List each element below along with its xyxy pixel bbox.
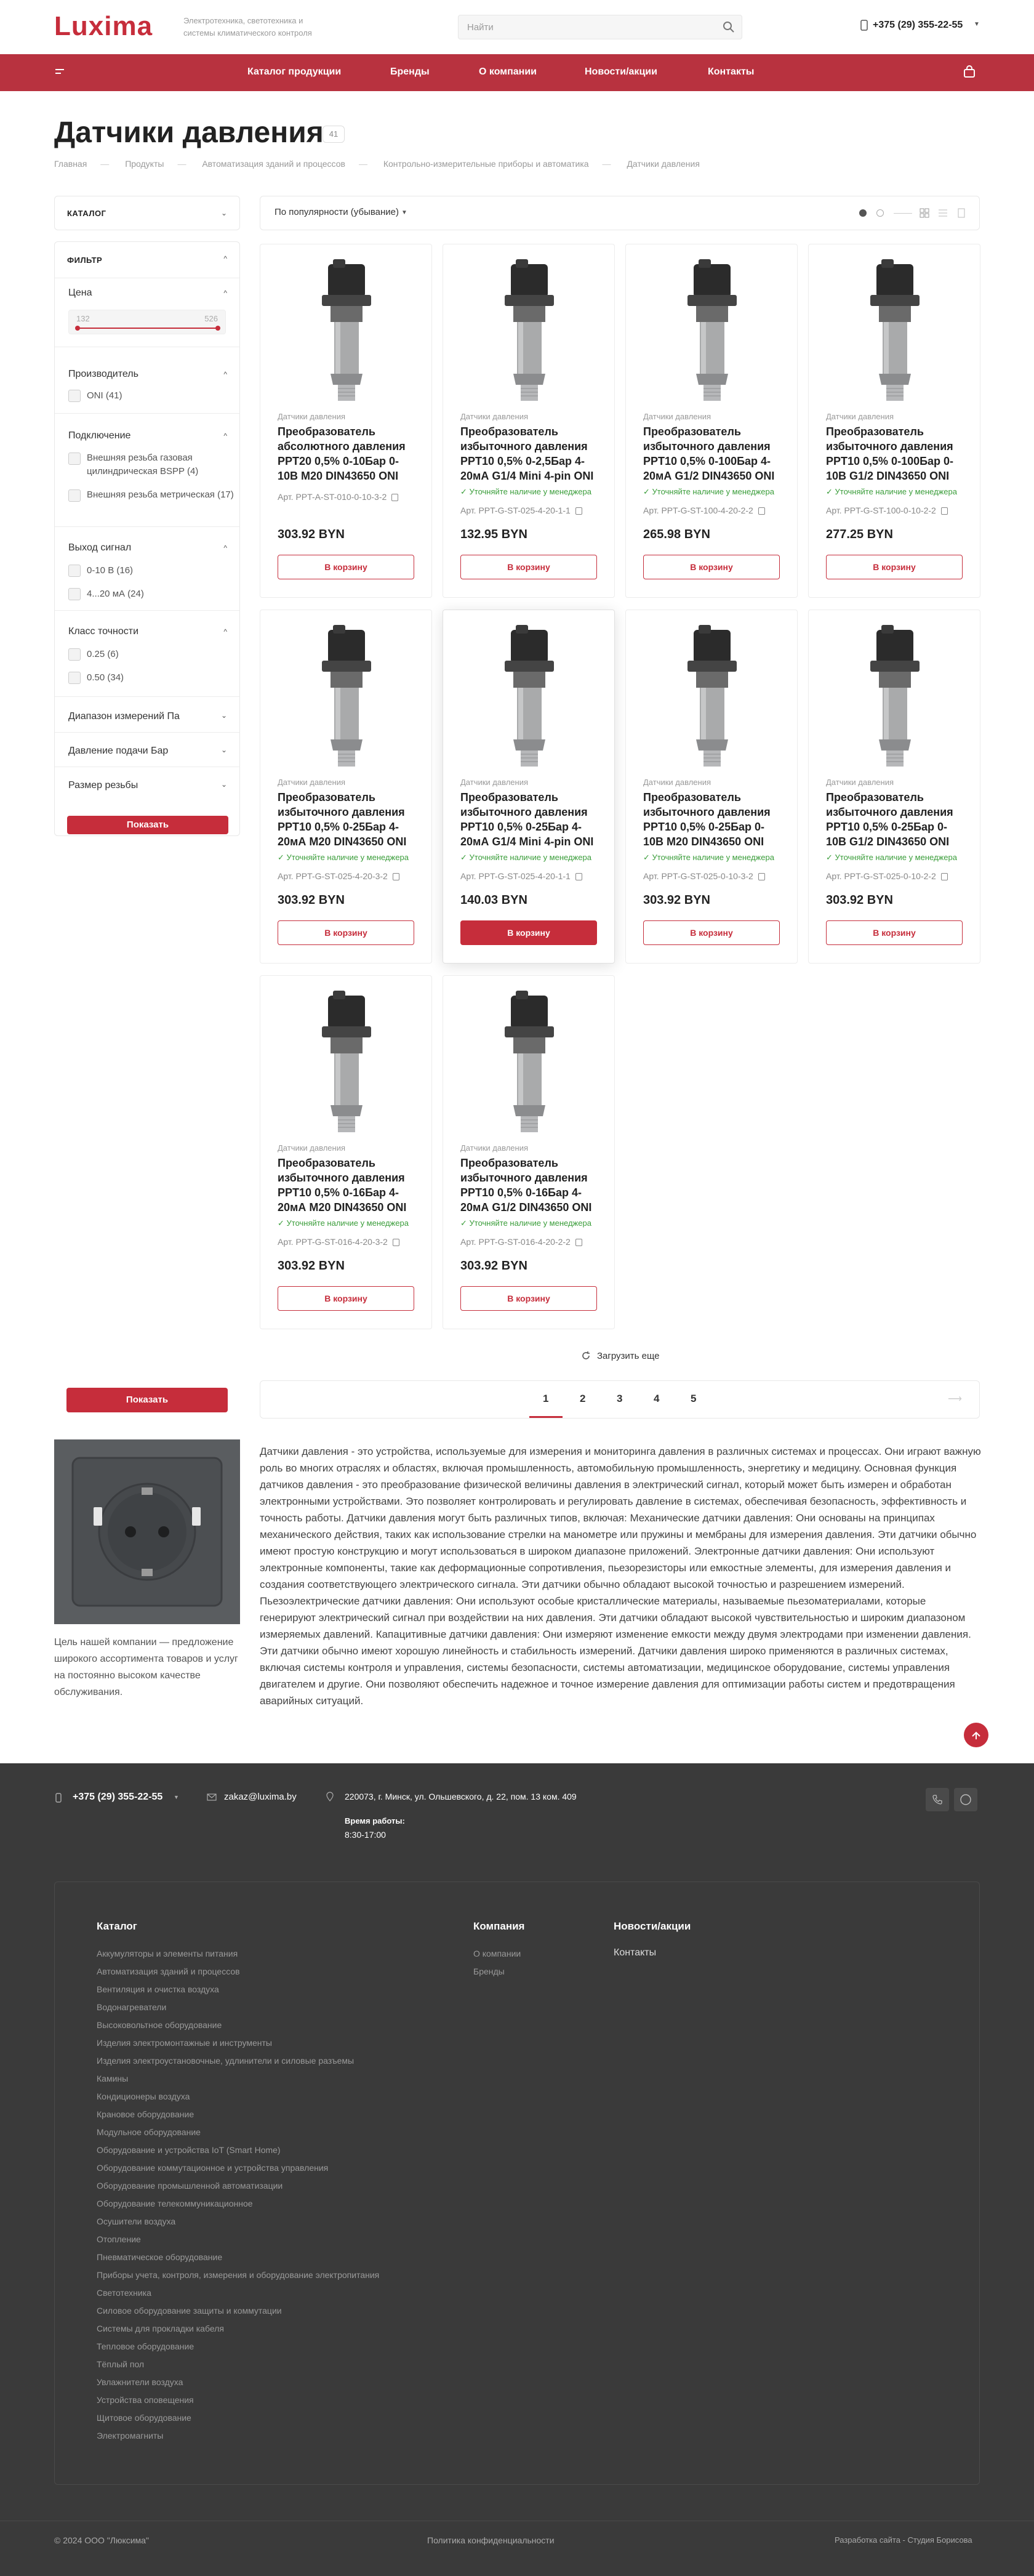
product-card[interactable]: [260, 610, 432, 964]
product-price: 132.95 BYN: [460, 528, 527, 541]
search-input[interactable]: [458, 15, 742, 39]
pressure-sensor-image: [486, 991, 572, 1136]
stock-status: [826, 487, 957, 497]
product-price: 303.92 BYN: [278, 893, 345, 907]
manufacturer-filter-label[interactable]: Производитель: [68, 369, 138, 379]
page-link[interactable]: 2: [580, 1393, 586, 1404]
checkbox[interactable]: [68, 489, 81, 502]
main-nav: [0, 54, 1034, 91]
product-name[interactable]: Преобразователь избыточного давления PPT10 0,5% 0-25Бар 0-10В G1/2 DIN43650 ONI: [826, 791, 953, 848]
article-text: Арт. PPT-A-ST-010-0-10-3-2: [278, 492, 387, 502]
product-card[interactable]: [443, 975, 615, 1329]
footer-catalog-link[interactable]: Приборы учета, контроля, измерения и оборудование электропитания: [97, 2270, 380, 2280]
product-category: Датчики давления: [278, 778, 346, 787]
footer-catalog-link[interactable]: Осушители воздуха: [97, 2216, 176, 2226]
chevron-down-icon[interactable]: ⌄: [220, 780, 227, 789]
product-category: Датчики давления: [826, 778, 894, 787]
category-description: Датчики давления - это устройства, используемые для измерения и мониторинга давления в различных системах и процессах. Они играют важную роль во многих отраслях и областях, включая промышленность, автомобильную промышленность, энергетику и медицину. Основная функция датчиков давления - это преобразование физической величины давления в электрический сигнал, который может быть измерен и обработан электронными устройствами. Это позволяет контролировать и регулировать давление в системах, обеспечивая безопасность, эффективность и точность работы. Датчики давления могут быть различных типов, включая: Механические датчики давления: Они основаны на принципах механического действия, таких как использование стрелки на манометре или пружины и мембраны для измерения давления. Эти датчики обычно имеют простую конструкцию и могут использоваться в широком диапазоне приложений. Электронные датчики давления: Они используют электронные компоненты, такие как деформационные сопротивления, пьезорезисторы или емкостные элементы, для измерения давления и создания соответствующего электрического сигнала. Эти датчики обычно обладают высокой точностью и разрешением измерений. Пьезоэлектрические датчики давления: Они используют особые кристаллические материалы, называемые пьезоматериалами, которые генерируют электрический сигнал при воздействии на них давления. Эти датчики обладают высокой чувствительностью и широким диапазоном измеряемых давлений. Капацитивные датчики давления: Они измеряют изменение емкости между двумя электродами при изменении давления. Эти датчики обычно имеют хорошую линейность и стабильность измерений. Датчики давления широко применяются в различных системах, включая системы контроля и управления, системы безопасности, системы автоматизации, медицинское оборудование, системы управления двигателем и другие. Они позволяют обеспечить надежное и точное измерение давления для оптимизации работы систем и предотвращения аварийных ситуаций.: [260, 1446, 981, 1707]
product-card[interactable]: [443, 610, 615, 964]
phone-call-icon: [926, 1788, 949, 1811]
product-name[interactable]: Преобразователь избыточного давления PPT10 0,5% 0-16Бар 4-20мА G1/2 DIN43650 ONI: [460, 1157, 592, 1214]
option-label: 0.25 (6): [87, 649, 119, 659]
footer-catalog-link[interactable]: Оборудование и устройства IoT (Smart Home): [97, 2145, 281, 2155]
price-max: 526: [204, 314, 218, 323]
check-icon: ✓: [460, 487, 470, 496]
footer-catalog-link[interactable]: Увлажнители воздуха: [97, 2377, 183, 2387]
filter-heading: ФИЛЬТР: [67, 256, 103, 265]
breadcrumb-item[interactable]: Продукты: [125, 159, 164, 169]
chevron-up-icon[interactable]: ^: [223, 627, 227, 636]
load-more-button[interactable]: Загрузить еще: [597, 1351, 660, 1361]
product-price: 303.92 BYN: [826, 893, 893, 907]
table-view-icon[interactable]: [956, 208, 966, 221]
accuracy-filter-label[interactable]: Класс точности: [68, 626, 139, 637]
breadcrumb-item[interactable]: Главная: [54, 159, 87, 169]
check-icon: ✓: [278, 853, 287, 862]
chevron-down-icon[interactable]: ▼: [974, 21, 980, 28]
product-category: Датчики давления: [826, 412, 894, 421]
product-article: [826, 505, 948, 515]
footer-catalog-link[interactable]: Кондиционеры воздуха: [97, 2091, 190, 2101]
article-text: Арт. PPT-G-ST-016-4-20-2-2: [460, 1237, 571, 1247]
socket-image: [54, 1439, 240, 1624]
breadcrumb: Главная — Продукты — Автоматизация зданий и процессов — Контрольно-измерительные приборы и автоматика — Датчики давления: [54, 159, 700, 169]
price-filter-label[interactable]: Цена: [68, 288, 92, 298]
sort-dropdown[interactable]: По популярности (убывание): [275, 207, 399, 217]
product-article: [278, 492, 398, 502]
product-card[interactable]: [625, 610, 798, 964]
checkbox[interactable]: [68, 588, 81, 600]
pressure-sensor-image: [852, 259, 938, 405]
footer-catalog-link[interactable]: Тёплый пол: [97, 2359, 145, 2369]
chevron-down-icon[interactable]: ⌄: [220, 711, 227, 720]
checkbox[interactable]: [68, 672, 81, 684]
option-label: Внешняя резьба газовая цилиндрическая BSPP (4): [87, 453, 199, 477]
add-to-cart-button[interactable]: В корзину: [460, 555, 597, 579]
footer-phone[interactable]: +375 (29) 355-22-55: [73, 1792, 163, 1802]
footer-catalog-link[interactable]: Оборудование промышленной автоматизации: [97, 2181, 283, 2191]
copy-icon[interactable]: [575, 1239, 582, 1246]
copy-icon[interactable]: [393, 1239, 399, 1246]
copy-icon[interactable]: [758, 507, 765, 515]
pressure-sensor-image: [303, 259, 390, 405]
list-view-icon[interactable]: [938, 208, 948, 221]
footer-catalog-link[interactable]: Щитовое оборудование: [97, 2413, 191, 2423]
stock-status-text: Уточняйте наличие у менеджера: [652, 853, 774, 862]
footer-link[interactable]: Контакты: [614, 1947, 657, 1958]
page-link[interactable]: 1: [543, 1393, 549, 1404]
product-price: 265.98 BYN: [643, 528, 710, 541]
footer-catalog-link[interactable]: Аккумуляторы и элементы питания: [97, 1949, 238, 1958]
product-price: 303.92 BYN: [278, 1259, 345, 1273]
stock-status-text: Уточняйте наличие у менеджера: [286, 1218, 409, 1228]
pressure-sensor-image: [669, 625, 755, 770]
add-to-cart-button[interactable]: В корзину: [643, 555, 780, 579]
product-price: 303.92 BYN: [278, 528, 345, 541]
divider: [55, 732, 239, 733]
copy-icon[interactable]: [393, 873, 399, 880]
product-card[interactable]: [625, 244, 798, 598]
product-article: [826, 871, 948, 881]
page-link[interactable]: 3: [617, 1393, 623, 1404]
divider: [55, 526, 239, 527]
footer-catalog-link[interactable]: Вентиляция и очистка воздуха: [97, 1984, 219, 1994]
footer-link[interactable]: О компании: [473, 1949, 521, 1958]
mission-text: Цель нашей компании — предложение широкого ассортимента товаров и услуг на постоянно высоком качестве обслуживания.: [54, 1637, 238, 1697]
add-to-cart-button[interactable]: В корзину: [460, 1286, 597, 1311]
menu-icon[interactable]: [54, 66, 65, 81]
divider: [55, 696, 239, 697]
product-category: Датчики давления: [643, 412, 711, 421]
catalog-dropdown[interactable]: [54, 196, 240, 230]
product-card[interactable]: [260, 244, 432, 598]
product-price: 303.92 BYN: [460, 1259, 527, 1273]
divider: [55, 610, 239, 611]
article-text: Арт. PPT-G-ST-025-0-10-3-2: [643, 871, 753, 881]
checkbox[interactable]: [68, 648, 81, 661]
show-button[interactable]: Показать: [66, 1388, 228, 1412]
product-price: 140.03 BYN: [460, 893, 527, 907]
thread-filter-label[interactable]: Размер резьбы: [68, 780, 138, 791]
page-link[interactable]: 5: [691, 1393, 697, 1404]
footer-catalog-link[interactable]: Оборудование телекоммуникационное: [97, 2199, 253, 2208]
option-label: ONI (41): [87, 390, 122, 401]
add-to-cart-button[interactable]: В корзину: [643, 920, 780, 945]
hours-label: Время работы:: [345, 1816, 405, 1825]
nav-brands[interactable]: Бренды: [390, 66, 430, 77]
output-filter-label[interactable]: Выход сигнал: [68, 542, 132, 553]
footer-catalog-link[interactable]: Отопление: [97, 2234, 141, 2244]
footer-catalog-link[interactable]: Пневматическое оборудование: [97, 2252, 223, 2262]
developer-link[interactable]: Разработка сайта - Студия Борисова: [835, 2535, 972, 2545]
product-price: 303.92 BYN: [643, 893, 710, 907]
catalog-heading: КАТАЛОГ: [67, 209, 106, 218]
nav-catalog[interactable]: Каталог продукции: [247, 66, 342, 77]
footer-links-panel: [54, 1882, 980, 2485]
page-link[interactable]: 4: [654, 1393, 660, 1404]
product-card[interactable]: [260, 975, 432, 1329]
product-category: Датчики давления: [643, 778, 711, 787]
chevron-up-icon[interactable]: ^: [223, 432, 227, 440]
product-card[interactable]: [808, 244, 980, 598]
add-to-cart-button[interactable]: В корзину: [278, 555, 414, 579]
footer: [0, 1763, 1034, 2576]
breadcrumb-item[interactable]: Автоматизация зданий и процессов: [202, 159, 345, 169]
range-filter-label[interactable]: Диапазон измерений Па: [68, 711, 180, 722]
stock-status-text: Уточняйте наличие у менеджера: [469, 853, 591, 862]
checkbox[interactable]: [68, 565, 81, 577]
filter-toggle-icon[interactable]: [859, 209, 867, 217]
nav-news[interactable]: Новости/акции: [585, 66, 657, 77]
add-to-cart-button[interactable]: В корзину: [278, 1286, 414, 1311]
cart-icon[interactable]: [963, 65, 976, 82]
stock-status-text: Уточняйте наличие у менеджера: [469, 487, 591, 496]
check-icon: ✓: [460, 1218, 470, 1228]
product-category: Датчики давления: [460, 778, 529, 787]
product-category: Датчики давления: [278, 1143, 346, 1153]
pressure-filter-label[interactable]: Давление подачи Бар: [68, 746, 169, 756]
footer-catalog-link[interactable]: Камины: [97, 2074, 129, 2083]
connection-filter-label[interactable]: Подключение: [68, 430, 131, 441]
product-article: [643, 871, 765, 881]
option-label: Внешняя резьба метрическая (17): [87, 489, 234, 500]
messenger-button[interactable]: [954, 1788, 977, 1811]
product-count-badge: 41: [323, 126, 345, 143]
option-toggle-icon[interactable]: [876, 209, 884, 217]
footer-catalog-link[interactable]: Системы для прокладки кабеля: [97, 2324, 224, 2333]
active-page-indicator: [529, 1416, 563, 1418]
product-article: [643, 505, 765, 515]
pressure-sensor-image: [486, 259, 572, 405]
phone-icon: [860, 20, 868, 34]
add-to-cart-button[interactable]: В корзину: [278, 920, 414, 945]
footer-link[interactable]: Бренды: [473, 1966, 505, 1976]
price-min: 132: [76, 314, 90, 323]
pressure-sensor-image: [669, 259, 755, 405]
checkbox[interactable]: [68, 453, 81, 465]
footer-catalog-link[interactable]: Устройства оповещения: [97, 2395, 194, 2405]
product-name[interactable]: Преобразователь избыточного давления PPT10 0,5% 0-100Бар 4-20мА G1/2 DIN43650 ONI: [643, 425, 775, 482]
product-name[interactable]: Преобразователь избыточного давления PPT10 0,5% 0-100Бар 0-10В G1/2 DIN43650 ONI: [826, 425, 954, 482]
tagline: Электротехника, светотехника и системы климатического контроля: [183, 16, 312, 38]
check-icon: ✓: [278, 1218, 287, 1228]
price-slider-max-handle[interactable]: [215, 326, 220, 331]
stock-status-text: Уточняйте наличие у менеджера: [652, 487, 774, 496]
footer-catalog-link[interactable]: Автоматизация зданий и процессов: [97, 1966, 240, 1976]
price-range[interactable]: [68, 310, 226, 334]
top-header: [0, 0, 1034, 54]
product-article: [278, 1237, 399, 1247]
product-name[interactable]: Преобразователь избыточного давления PPT10 0,5% 0-25Бар 4-20мА G1/4 Mini 4-pin ONI: [460, 791, 594, 848]
copyright: © 2024 ООО "Люксима": [54, 2535, 149, 2545]
footer-address: 220073, г. Минск, ул. Ольшевского, д. 22, пом. 13 ком. 409: [345, 1792, 577, 1801]
stock-status: [643, 853, 774, 863]
check-icon: ✓: [460, 853, 470, 862]
hours-value: 8:30-17:00: [345, 1830, 386, 1840]
option-label: 0-10 В (16): [87, 565, 134, 576]
call-button[interactable]: [926, 1788, 949, 1811]
chevron-down-icon: ⌄: [220, 209, 227, 217]
price-slider-min-handle[interactable]: [75, 326, 80, 331]
product-name[interactable]: Преобразователь избыточного давления PPT10 0,5% 0-16Бар 4-20мА M20 DIN43650 ONI: [278, 1157, 407, 1214]
footer-catalog-heading: Каталог: [97, 1920, 137, 1932]
stock-status-text: Уточняйте наличие у менеджера: [835, 853, 957, 862]
pressure-sensor-image: [303, 991, 390, 1136]
product-price: 277.25 BYN: [826, 528, 893, 541]
footer-catalog-link[interactable]: Высоковольтное оборудование: [97, 2020, 222, 2030]
footer-catalog-link[interactable]: Электромагниты: [97, 2431, 164, 2441]
email-icon: [207, 1793, 217, 1804]
product-article: [460, 505, 582, 515]
phone-icon: [55, 1793, 62, 1806]
stock-status: [460, 1218, 591, 1228]
pressure-sensor-image: [486, 625, 572, 770]
stock-status: [278, 853, 409, 863]
product-category: Датчики давления: [278, 412, 346, 421]
location-icon: [326, 1792, 334, 1805]
privacy-link[interactable]: Политика конфиденциальности: [427, 2535, 555, 2545]
arrow-up-icon: [964, 1723, 988, 1747]
stock-status: [826, 853, 957, 863]
footer-catalog-link[interactable]: Изделия электромонтажные и инструменты: [97, 2038, 272, 2048]
stock-status-text: Уточняйте наличие у менеджера: [286, 853, 409, 862]
article-text: Арт. PPT-G-ST-025-4-20-1-1: [460, 505, 571, 515]
search-icon[interactable]: [722, 20, 735, 37]
copy-icon[interactable]: [941, 873, 948, 880]
stock-status-text: Уточняйте наличие у менеджера: [835, 487, 957, 496]
article-text: Арт. PPT-G-ST-100-4-20-2-2: [643, 505, 753, 515]
product-article: [460, 871, 582, 881]
footer-catalog-link[interactable]: Водонагреватели: [97, 2002, 167, 2012]
header-phone[interactable]: +375 (29) 355-22-55: [873, 20, 963, 30]
footer-catalog-link[interactable]: Модульное оборудование: [97, 2127, 201, 2137]
footer-catalog-link[interactable]: Тепловое оборудование: [97, 2341, 194, 2351]
check-icon: ✓: [826, 487, 835, 496]
product-name[interactable]: Преобразователь избыточного давления PPT10 0,5% 0-2,5Бар 4-20мА G1/4 Mini 4-pin ONI: [460, 425, 594, 482]
nav-about[interactable]: О компании: [479, 66, 537, 77]
footer-catalog-link[interactable]: Оборудование коммутационное и устройства управления: [97, 2163, 329, 2173]
add-to-cart-button[interactable]: В корзину: [826, 920, 963, 945]
price-slider-track: [76, 328, 218, 329]
product-article: [278, 871, 399, 881]
pressure-sensor-image: [852, 625, 938, 770]
pressure-sensor-image: [303, 625, 390, 770]
checkbox[interactable]: [68, 390, 81, 402]
stock-status: [643, 487, 774, 497]
article-text: Арт. PPT-G-ST-025-4-20-3-2: [278, 871, 388, 881]
filter-panel: [54, 241, 240, 836]
nav-contacts[interactable]: Контакты: [708, 66, 755, 77]
footer-news-heading: Новости/акции: [614, 1920, 691, 1932]
copy-icon[interactable]: [941, 507, 948, 515]
scroll-to-top-button[interactable]: [964, 1723, 988, 1747]
chevron-up-icon[interactable]: ^: [223, 370, 227, 379]
chevron-up-icon[interactable]: ^: [223, 544, 227, 552]
stock-status: [460, 853, 591, 863]
stock-status: [278, 1218, 409, 1228]
chat-icon: [954, 1788, 977, 1811]
chevron-up-icon[interactable]: ^: [223, 254, 227, 263]
refresh-icon[interactable]: [581, 1351, 591, 1364]
copy-icon[interactable]: [575, 507, 582, 515]
article-text: Арт. PPT-G-ST-025-0-10-2-2: [826, 871, 936, 881]
product-card[interactable]: [443, 244, 615, 598]
product-name[interactable]: Преобразователь абсолютного давления PPT20 0,5% 0-10Бар 0-10В M20 DIN43650 ONI: [278, 425, 406, 482]
product-card[interactable]: [808, 610, 980, 964]
toolbar-divider: [894, 213, 912, 214]
check-icon: ✓: [643, 853, 652, 862]
check-icon: ✓: [643, 487, 652, 496]
chevron-down-icon[interactable]: ▼: [174, 1794, 179, 1800]
copy-icon[interactable]: [575, 873, 582, 880]
article-text: Арт. PPT-G-ST-016-4-20-3-2: [278, 1237, 388, 1247]
page-title: Датчики давления: [54, 116, 324, 149]
stock-status: [460, 487, 591, 497]
breadcrumb-current: Датчики давления: [627, 159, 700, 169]
search-placeholder: Найти: [467, 22, 494, 33]
footer-catalog-link[interactable]: Силовое оборудование защиты и коммутации: [97, 2306, 282, 2316]
footer-email[interactable]: zakaz@luxima.by: [224, 1792, 297, 1802]
next-page-arrow-icon[interactable]: ⟶: [948, 1394, 962, 1404]
footer-catalog-link[interactable]: Изделия электроустановочные, удлинители и силовые разъемы: [97, 2056, 355, 2066]
product-name[interactable]: Преобразователь избыточного давления PPT10 0,5% 0-25Бар 0-10В M20 DIN43650 ONI: [643, 791, 771, 848]
chevron-down-icon[interactable]: ⌄: [220, 746, 227, 754]
copy-icon[interactable]: [391, 494, 398, 501]
option-label: 4...20 мА (24): [87, 589, 144, 599]
product-article: [460, 1237, 582, 1247]
article-text: Арт. PPT-G-ST-025-4-20-1-1: [460, 871, 571, 881]
product-category: Датчики давления: [460, 1143, 529, 1153]
chevron-down-icon[interactable]: ▼: [401, 209, 407, 216]
show-filter-button[interactable]: Показать: [67, 816, 228, 834]
footer-company-heading: Компания: [473, 1920, 525, 1932]
footer-catalog-link[interactable]: Крановое оборудование: [97, 2109, 194, 2119]
logo[interactable]: Luxima: [54, 11, 153, 41]
add-to-cart-button[interactable]: В корзину: [460, 920, 597, 945]
footer-catalog-link[interactable]: Светотехника: [97, 2288, 151, 2298]
product-name[interactable]: Преобразователь избыточного давления PPT10 0,5% 0-25Бар 4-20мА M20 DIN43650 ONI: [278, 791, 407, 848]
product-category: Датчики давления: [460, 412, 529, 421]
add-to-cart-button[interactable]: В корзину: [826, 555, 963, 579]
copy-icon[interactable]: [758, 873, 765, 880]
divider: [55, 413, 239, 414]
option-label: 0.50 (34): [87, 672, 124, 683]
grid-view-icon[interactable]: [920, 208, 929, 221]
breadcrumb-item[interactable]: Контрольно-измерительные приборы и автоматика: [383, 159, 589, 169]
stock-status-text: Уточняйте наличие у менеджера: [469, 1218, 591, 1228]
check-icon: ✓: [826, 853, 835, 862]
article-text: Арт. PPT-G-ST-100-0-10-2-2: [826, 505, 936, 515]
chevron-up-icon[interactable]: ^: [223, 289, 227, 297]
